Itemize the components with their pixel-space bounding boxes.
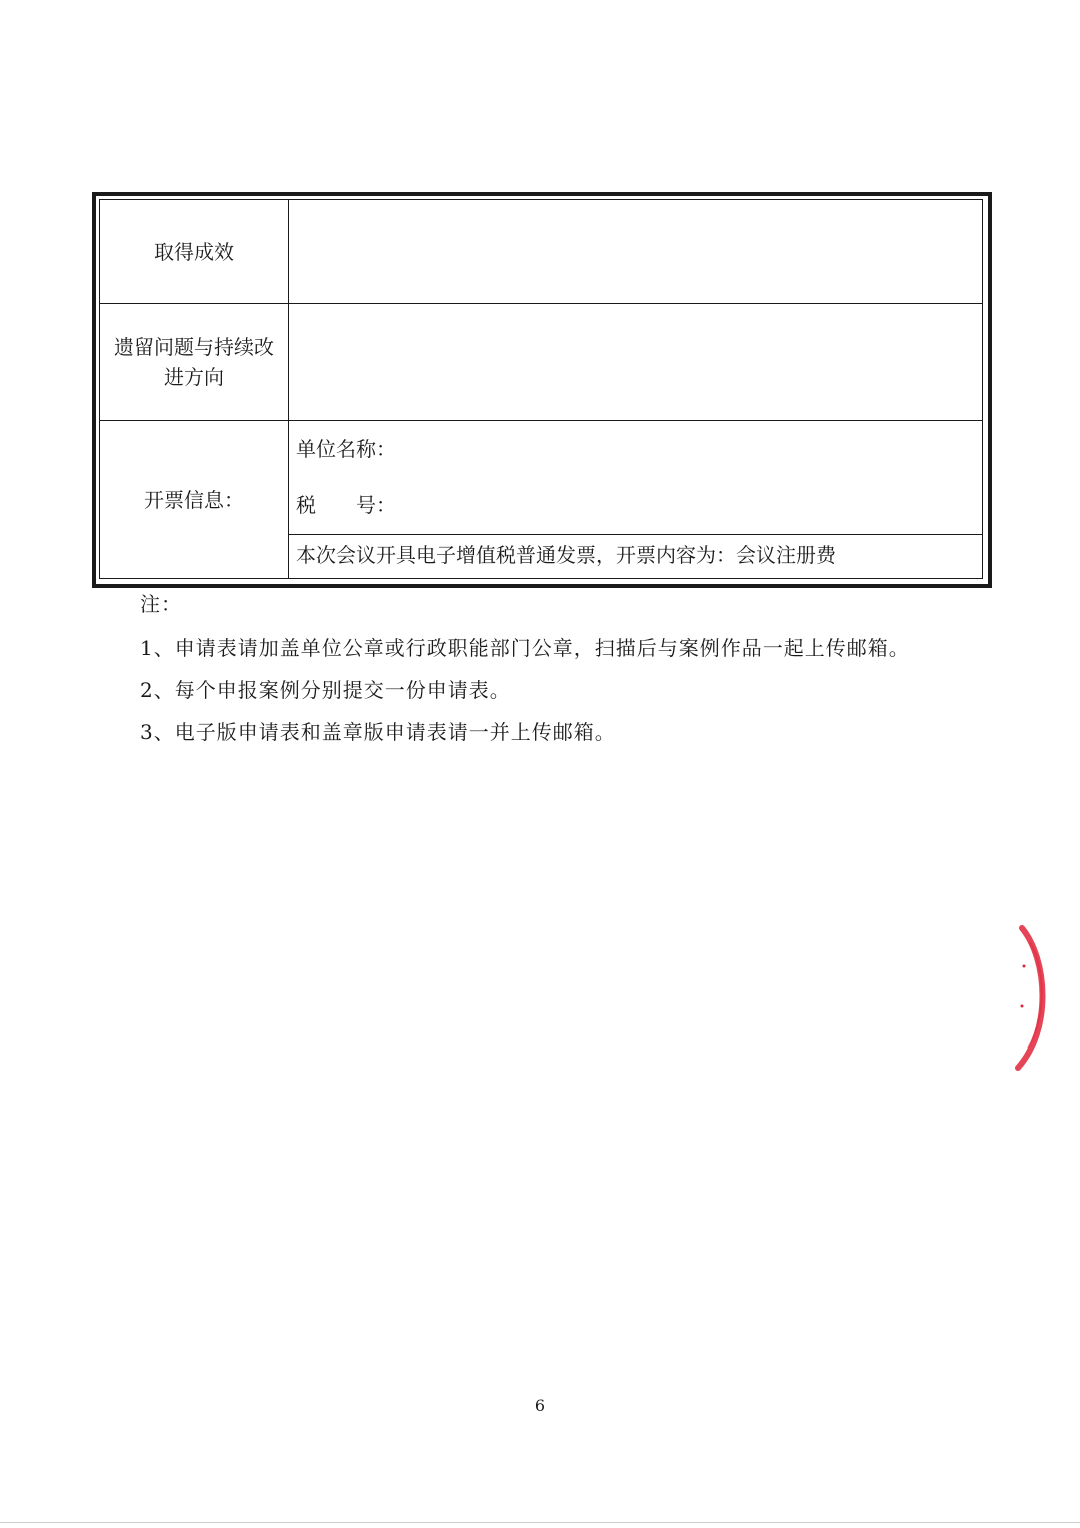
results-label-cell bbox=[100, 200, 289, 303]
issues-label: 遗留问题与持续改进方向 bbox=[114, 335, 274, 389]
results-value-cell bbox=[289, 200, 982, 303]
note-item-3: 3、电子版申请表和盖章版申请表请一并上传邮箱。 bbox=[140, 720, 616, 744]
note-item-1: 1、申请表请加盖单位公章或行政职能部门公章，扫描后与案例作品一起上传邮箱。 bbox=[140, 636, 910, 660]
note-item-2: 2、每个申报案例分别提交一份申请表。 bbox=[140, 678, 511, 702]
invoice-note: 本次会议开具电子增值税普通发票，开票内容为：会议注册费 bbox=[296, 543, 836, 567]
page-number: 6 bbox=[534, 1396, 546, 1415]
notes-heading: 注： bbox=[140, 592, 182, 616]
unit-name-label: 单位名称： bbox=[296, 437, 396, 461]
results-label: 取得成效 bbox=[154, 239, 234, 264]
invoice-divider bbox=[289, 534, 982, 535]
scan-bottom-edge bbox=[0, 1522, 1080, 1523]
issues-label-cell bbox=[100, 304, 289, 420]
partial-seal-stamp bbox=[1000, 920, 1060, 1080]
form-inner-border bbox=[99, 199, 983, 579]
application-form-table bbox=[92, 192, 992, 588]
issues-value-cell bbox=[289, 304, 982, 420]
invoice-label-cell bbox=[100, 421, 289, 578]
invoice-label: 开票信息： bbox=[144, 487, 244, 512]
tax-number-label: 税 号： bbox=[296, 493, 396, 517]
